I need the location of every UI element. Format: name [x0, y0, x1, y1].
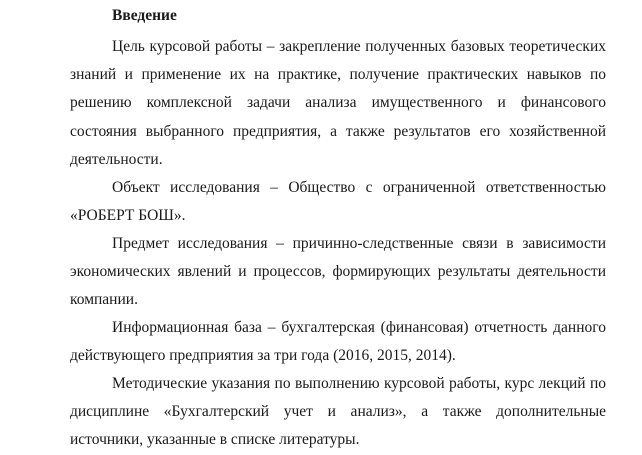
- paragraph-info-base: Информационная база – бухгалтерская (финансовая) отчетность данного действующего предприятия за три года (2016, 2015, 2014).: [70, 319, 606, 365]
- paragraph-subject: Предмет исследования – причинно-следственные связи в зависимости экономических явлений и процессов, формирующих результаты деятельности компании.: [70, 235, 606, 309]
- paragraph-goal: Цель курсовой работы – закрепление полученных базовых теоретических знаний и применение их на практике, получение практических навыков по решению комплексной задачи анализа имущественного и финансового состояния выбранного предприятия, а также результатов его хозяйственной деятельности.: [70, 38, 606, 168]
- paragraph-methods: Методические указания по выполнению курсовой работы, курс лекций по дисциплине «Бухгалтерский учет и анализ», а также дополнительные источники, указанные в списке литературы.: [70, 375, 606, 449]
- section-heading: Введение: [112, 7, 177, 24]
- paragraph-object: Объект исследования – Общество с ограниченной ответственностью «РОБЕРТ БОШ».: [70, 179, 606, 225]
